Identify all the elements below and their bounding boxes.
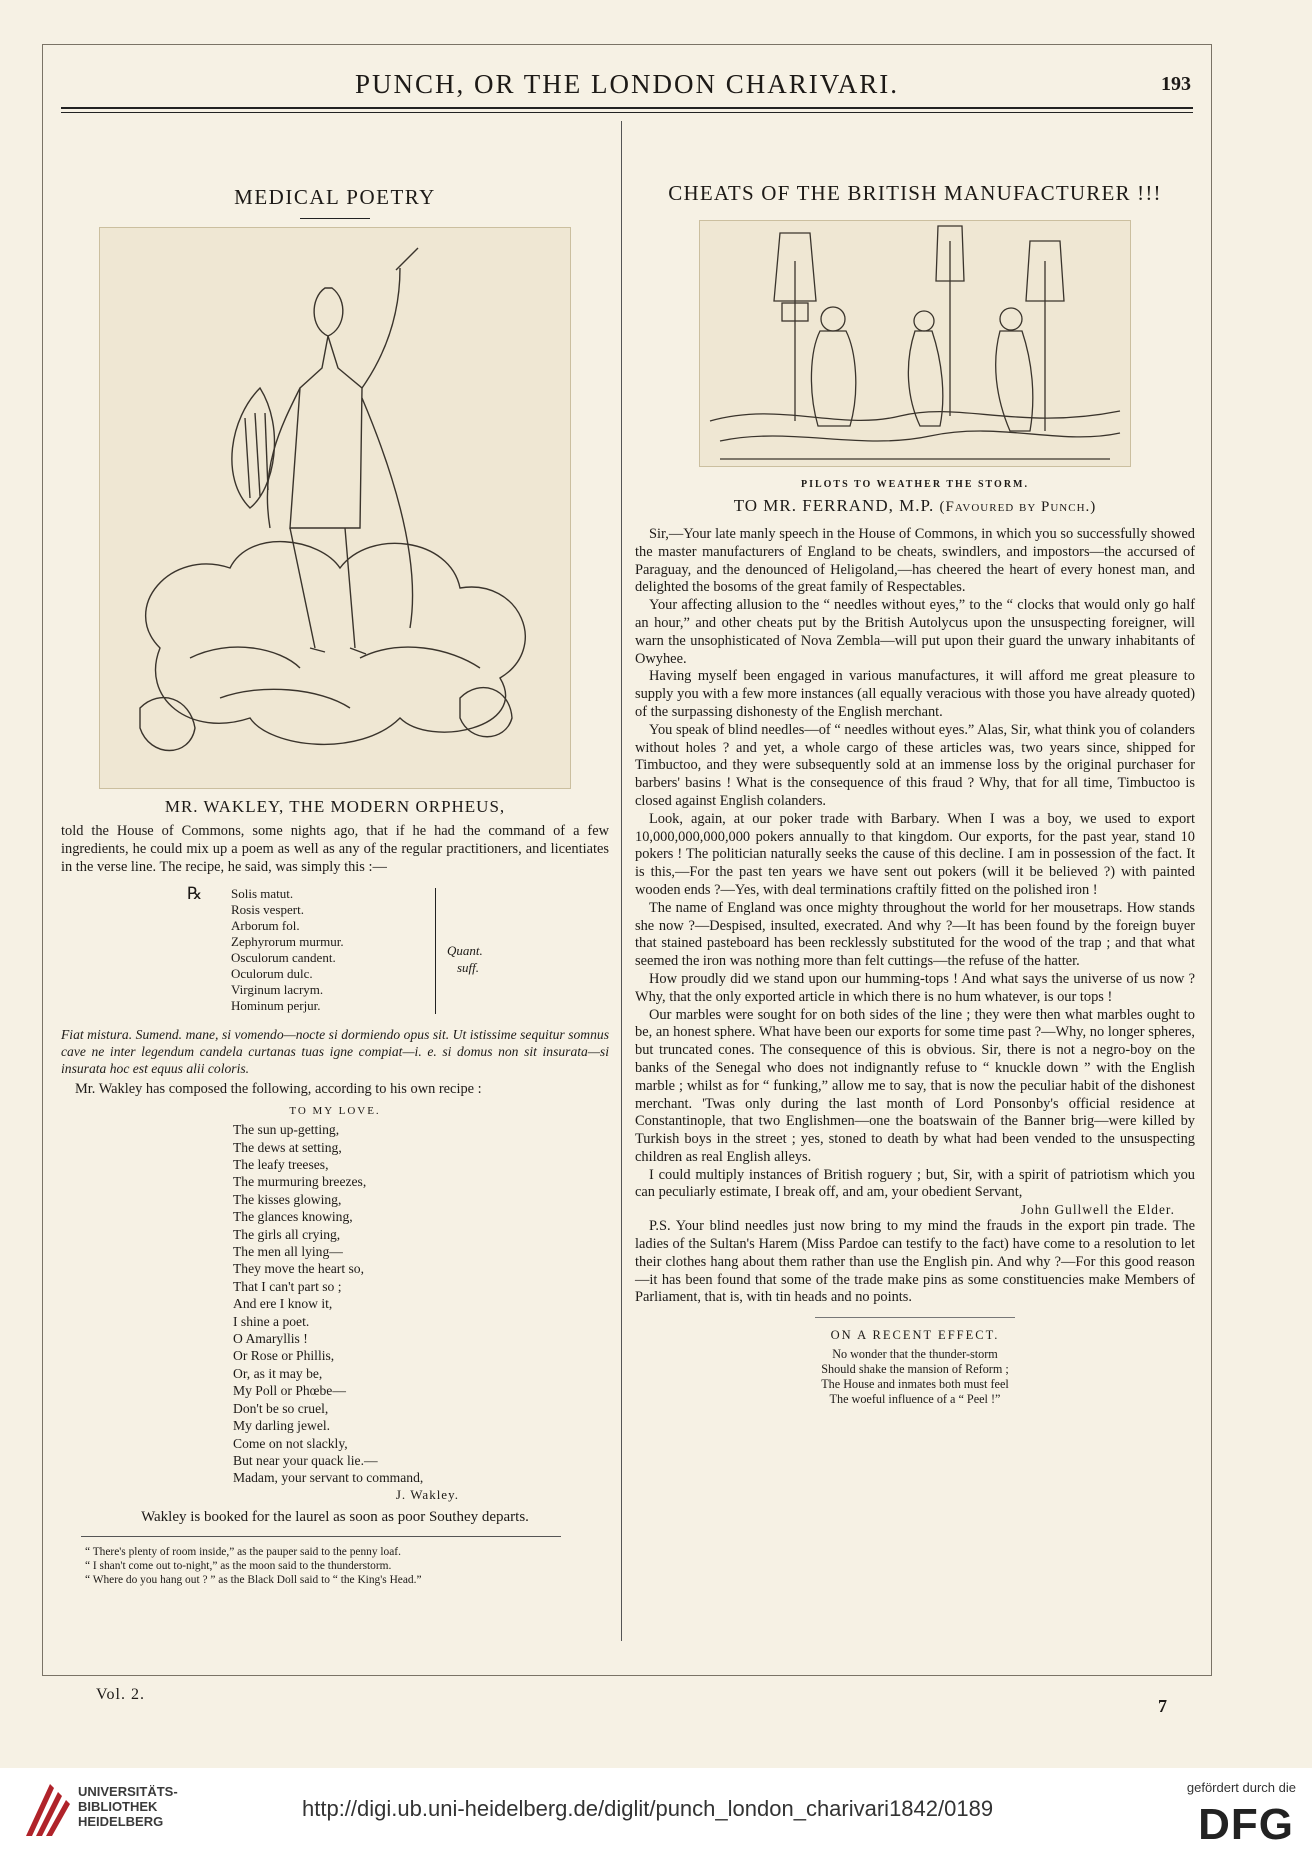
poem-line: That I can't part so ; (233, 1278, 342, 1294)
right-column (635, 123, 1195, 1407)
postscript: P.S. Your blind needles just now bring to my mind the frauds in the export pin trade. The ladies of the Sultan's Harem (Miss Pardoe can testify to the fact) have come to a resolution to let their clothes hang about them rather than use the English pin. And why ?—For this good reason—it has been found that some of the trade make pins as some constituencies make Members of Parliament, that is, with tin heads and no points. (635, 1218, 1195, 1306)
recipe-line: Zephyrorum murmur. (231, 934, 344, 950)
signature-mark: 7 (1158, 1696, 1167, 1716)
footnote: “ Where do you hang out ? ” as the Black Doll said to “ the King's Head.” (85, 1573, 422, 1586)
recipe-block (61, 884, 609, 1020)
recipe-line: Virginum lacrym. (231, 982, 324, 998)
left-column (61, 123, 609, 1587)
permalink-url[interactable]: http://digi.ub.uni-heidelberg.de/diglit/punch_london_charivari1842/0189 (302, 1796, 994, 1821)
poem-line: The leafy treeses, (233, 1157, 329, 1172)
letter-paragraph: Look, again, at our poker trade with Barbary. When I was a boy, we used to export 10,000,000,000,000 pokers annually to that kingdom. Our exports, for the past year, stand 10 pokers ! The politician naturally seeks the cause of this decline. I am in possession of the fact. It is this,—For the past ten years we have sent out pokers (will it be believed ?) with painted wooden ends ?—Yes, with deal terminations craftily fitted on the polished iron ! (635, 810, 1195, 898)
laurel-line: Wakley is booked for the laurel as soon as poor Southey departs. (141, 1508, 529, 1525)
orpheus-illustration (99, 227, 571, 789)
letter-paragraph: I could multiply instances of British roguery ; but, Sir, with a spirit of patriotism which you can peculiarly estimate, I break off, and am, your obedient Servant, (635, 1166, 1195, 1201)
footnote: “ There's plenty of room inside,” as the pauper said to the penny loaf. (85, 1545, 401, 1558)
dfg-logo: DFG (1198, 1800, 1294, 1849)
poem-line: My Poll or Phœbe— (233, 1383, 346, 1399)
wakley-paragraph: Mr. Wakley has composed the following, according to his own recipe : (75, 1081, 482, 1098)
letter-paragraph: Your affecting allusion to the “ needles without eyes,” to the “ clocks that would only go half an hour,” and other cheats put by the British Autolycus upon the unsuspecting foreigner, will warn the unsophisticated of Nova Zembla—will put upon their guard the unwary inhabitants of Owyhee. (635, 597, 1195, 667)
recipe-line: Osculorum candent. (231, 950, 336, 966)
letter-heading-note: (Favoured by Punch.) (939, 499, 1097, 515)
poem-line: And ere I know it, (233, 1296, 333, 1312)
recipe-ingredients (231, 886, 344, 1014)
pilots-caption: PILOTS TO WEATHER THE STORM. (800, 479, 1029, 490)
newspaper-page (42, 44, 1212, 1676)
letter-body (635, 526, 1195, 1307)
recipe-quant: Quant. (447, 943, 483, 959)
recipe-symbol: ℞ (187, 884, 203, 904)
letter-paragraph: The name of England was once mighty throughout the world for her mousetraps. How stands she now ?—Despised, insulted, execrated. And why ?—It has been found by the foreign buyer that stained pasteboard has been recklessly substituted for the wood of the trap ; and that what seemed the iron was nothing more than felt cuttings—the refuse of the hatter. (635, 899, 1195, 970)
poem-line: The kisses glowing, (233, 1191, 342, 1207)
verse-line: The House and inmates both must feel (821, 1377, 1009, 1392)
intro-paragraph: told the House of Commons, some nights ago, that if he had the command of a few ingredients, he could mix up a poem as well as any of the regular practitioners, and licentiates in the verse line. The recipe, he said, was simply this :— (61, 823, 609, 875)
poem-line: I shine a poet. (233, 1313, 310, 1329)
letter-paragraph: Having myself been engaged in various manufactures, it will afford me great pleasure to supply you with a few more instances (all equally veracious with those you have already quoted) of the surpassing dishonesty of the English merchant. (635, 668, 1195, 720)
poem-line: The men all lying— (233, 1244, 343, 1260)
illustration-caption: MR. WAKLEY, THE MODERN ORPHEUS, (164, 797, 506, 816)
poem-line: The murmuring breezes, (233, 1174, 367, 1190)
funding-note: gefördert durch die (1186, 1780, 1296, 1795)
header-rule (61, 107, 1193, 113)
recipe-line: Arborum fol. (231, 918, 300, 934)
poem-line: The sun up-getting, (233, 1122, 340, 1138)
poem-line: They move the heart so, (233, 1261, 364, 1277)
latin-directions: Fiat mistura. Sumend. mane, si vomendo—nocte si dormiendo opus sit. Ut istissime sequitur somnus cave ne inter legendum candela curtanas tuas igne compiat—i. e. si domus non sit insurata—si insurata hoc est equus alii coloris. (61, 1027, 609, 1077)
footnote-rule (81, 1536, 561, 1537)
letter-paragraph: Sir,—Your late manly speech in the House of Commons, in which you so successfully showed the master manufacturers of England to be cheats, swindlers, and impostors—the accursed of Paraguay, and the denounced of Heligoland,—has cheered the heart of every honest man, and delighted the bosoms of the great family of Respectables. (635, 526, 1195, 596)
poem-line: Or Rose or Phillis, (233, 1348, 335, 1364)
recipe-quantity (447, 942, 483, 976)
article-title-cheats: CHEATS OF THE BRITISH MANUFACTURER !!! (668, 181, 1162, 205)
library-line: BIBLIOTHEK (78, 1799, 158, 1814)
poem-line: The dews at setting, (233, 1139, 342, 1155)
footnote: “ I shan't come out to-night,” as the moon said to the thunderstorm. (85, 1559, 392, 1572)
poem-line: The glances knowing, (233, 1209, 353, 1225)
recipe-line: Oculorum dulc. (231, 966, 313, 982)
library-line: HEIDELBERG (78, 1814, 164, 1829)
library-logo-icon (20, 1778, 78, 1842)
column-divider (621, 121, 622, 1641)
recipe-suff: suff. (457, 960, 480, 976)
poem-line: Madam, your servant to command, (233, 1470, 424, 1486)
poem-title: TO MY LOVE. (289, 1105, 381, 1118)
letter-paragraph: Our marbles were sought for on both sides of the line ; they were then what marbles ought to be, an honest sphere. What have been our exports for some time past ?—Why, no longer spheres, but truncated cones. The consequence of this is obvious. Sir, there is not a negro-boy on the banks of the Senegal who does not indignantly refuse to “ knuckle down ” with the English marble ; whilst as for “ funking,” allow me to say, that is now the peculiar habit of the dishonest merchant. 'Twas only during the last month of Lord Ponsonby's official residence at Constantinople, that two Englishmen—one the boatswain of the Banner brig—were killed by Turkish boys in the street ; yes, stoned to death by what had been vended to the unsuspecting children as real English alleys. (635, 1006, 1195, 1165)
poem-line: Come on not slackly, (233, 1435, 348, 1451)
title-rule (300, 218, 370, 219)
verse-title: ON A RECENT EFFECT. (830, 1328, 1000, 1343)
letter-paragraph: How proudly did we stand upon our humming-tops ! And what says the universe of us now ? Why, that the only exported article in which there is no hum whatever, is our tops ! (635, 970, 1195, 1005)
pilots-engraving (700, 221, 1130, 466)
letter-paragraph: You speak of blind needles—of “ needles without eyes.” Alas, Sir, what think you of colanders without holes ? and yet, a whole cargo of these articles was, two years since, shipped for Timbuctoo, and they were subsequently sold at an immense loss by the original purchaser for barbers' basins ! What is the consequence of this fraud ? Why, that for all time, Timbuctoo is closed against English colanders. (635, 721, 1195, 809)
library-line: UNIVERSITÄTS- (78, 1784, 178, 1799)
letter-heading (635, 496, 1195, 516)
letter-addressee: TO MR. FERRAND, M.P. (733, 496, 935, 515)
poem-line: My darling jewel. (233, 1418, 331, 1434)
poem-line: Don't be so cruel, (233, 1400, 329, 1416)
poem-line: The girls all crying, (233, 1226, 341, 1242)
poem-line: O Amaryllis ! (233, 1331, 308, 1347)
poem-to-my-love (233, 1121, 609, 1487)
volume-label: Vol. 2. (96, 1686, 145, 1703)
verse-recent-effect (635, 1347, 1195, 1407)
masthead: PUNCH, OR THE LONDON CHARIVARI. (354, 69, 900, 99)
pilots-illustration (699, 220, 1131, 467)
verse-line: No wonder that the thunder-storm (832, 1347, 998, 1362)
verse-line: The woeful influence of a “ Peel !” (829, 1392, 1001, 1407)
library-name (78, 1784, 178, 1829)
poem-line: Or, as it may be, (233, 1365, 323, 1381)
section-rule (815, 1317, 1015, 1318)
recipe-line: Solis matut. (231, 886, 294, 902)
poem-line: But near your quack lie.— (233, 1452, 378, 1468)
letter-signoff: John Gullwell the Elder. (1020, 1202, 1175, 1218)
digitization-footer (0, 1768, 1312, 1855)
recipe-brace (425, 888, 436, 1014)
orpheus-engraving (100, 228, 570, 788)
page-number: 193 (1161, 73, 1191, 95)
poem-signature: J. Wakley. (395, 1486, 459, 1502)
article-title-medical-poetry: MEDICAL POETRY (234, 185, 436, 209)
verse-line: Should shake the mansion of Reform ; (821, 1362, 1009, 1377)
recipe-line: Rosis vespert. (231, 902, 304, 918)
recipe-line: Hominum perjur. (231, 998, 321, 1014)
